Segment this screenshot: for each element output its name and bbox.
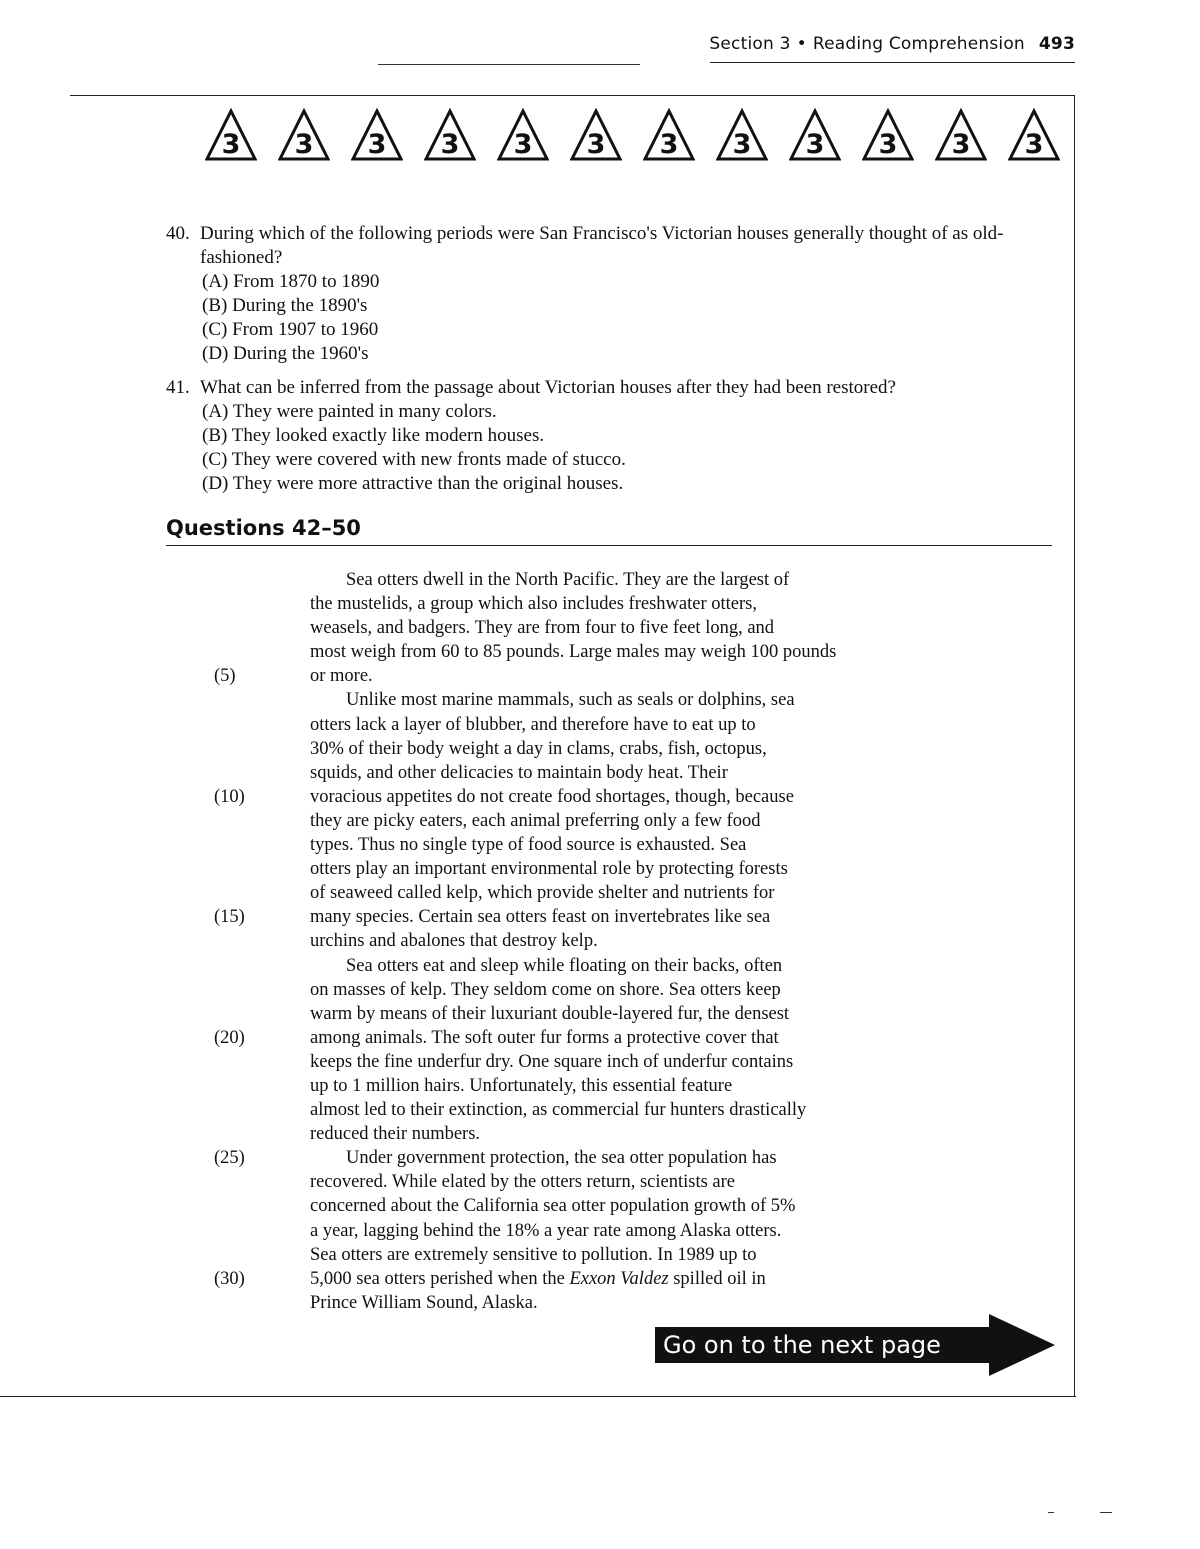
passage-line-text: or more.: [310, 666, 373, 687]
question-number: 40.: [166, 223, 190, 244]
frame-bottom-border: [0, 1396, 1076, 1397]
passage-line: [214, 881, 836, 905]
line-number: [214, 761, 310, 785]
section-3-marker-icon: [351, 108, 403, 162]
passage-line-text: urchins and abalones that destroy kelp.: [310, 931, 598, 952]
passage-line-text: Unlike most marine mammals, such as seals or dolphins, sea: [346, 690, 795, 711]
section-marker-number: 3: [1024, 129, 1044, 160]
section-3-marker-icon: [278, 108, 330, 162]
question-41: [166, 376, 1060, 496]
passage-line-text: types. Thus no single type of food source is exhausted. Sea: [310, 835, 747, 856]
passage-line-text: voracious appetites do not create food shortages, though, because: [310, 786, 794, 807]
section-3-marker-icon: [643, 108, 695, 162]
section-marker-number: 3: [878, 129, 898, 160]
header-separator: •: [796, 34, 807, 54]
passage-line: [214, 1243, 836, 1267]
passage-line-text: Under government protection, the sea otter population has: [346, 1148, 777, 1169]
section-marker-row: [205, 108, 1060, 162]
passage-line-text: squids, and other delicacies to maintain body heat. Their: [310, 762, 728, 783]
next-page-label: Go on to the next page: [655, 1327, 990, 1363]
line-number: [214, 1002, 310, 1026]
line-number: [214, 1291, 310, 1315]
passage-line: [214, 1074, 836, 1098]
line-number: [214, 688, 310, 712]
passage-line-text-end: spilled oil in: [668, 1268, 766, 1289]
passage-line-text: almost led to their extinction, as commercial fur hunters drastically: [310, 1100, 807, 1121]
passage-line: [214, 905, 836, 929]
passage-line-text: Sea otters eat and sleep while floating on their backs, often: [346, 955, 783, 976]
passage-line-text: a year, lagging behind the 18% a year rate among Alaska otters.: [310, 1220, 782, 1241]
line-number: [214, 1074, 310, 1098]
line-number: (20): [214, 1027, 245, 1048]
passage-line-text: Sea otters dwell in the North Pacific. They are the largest of: [346, 570, 790, 590]
answer-option-c[interactable]: (C) They were covered with new fronts made of stucco.: [202, 449, 626, 470]
passage-line: [214, 688, 836, 712]
passage-line-text: they are picky eaters, each animal preferring only a few food: [310, 810, 761, 831]
passage-line: [214, 1122, 836, 1146]
section-3-marker-icon: [789, 108, 841, 162]
line-number: (15): [214, 907, 245, 928]
line-number: [214, 954, 310, 978]
passage-line-text: on masses of kelp. They seldom come on shore. Sea otters keep: [310, 979, 781, 1000]
passage-line: [214, 857, 836, 881]
line-number: [214, 833, 310, 857]
passage-line: [214, 1026, 836, 1050]
line-number: [214, 616, 310, 640]
section-label: Section 3: [709, 34, 791, 54]
passage-line: [214, 1194, 836, 1218]
line-number: [214, 881, 310, 905]
passage-line: [214, 785, 836, 809]
passage-line: [214, 1267, 836, 1291]
passage-line: [214, 592, 836, 616]
line-number: (30): [214, 1268, 245, 1289]
passage-line: [214, 664, 836, 688]
answer-option-b[interactable]: (B) During the 1890's: [202, 295, 368, 316]
passage-line-text: most weigh from 60 to 85 pounds. Large males may weigh 100 pounds: [310, 642, 837, 663]
passage-line: [214, 616, 836, 640]
passage-line: [214, 809, 836, 833]
passage-line: [214, 978, 836, 1002]
reading-passage: [214, 568, 836, 1315]
passage-line-text: warm by means of their luxuriant double-layered fur, the densest: [310, 1003, 790, 1024]
passage-line: [214, 568, 836, 592]
line-number: [214, 809, 310, 833]
passage-line-text: [310, 1267, 766, 1291]
section-marker-number: 3: [586, 129, 606, 160]
section-marker-number: 3: [367, 129, 387, 160]
arrow-right-icon: [975, 1314, 1055, 1376]
passage-line: [214, 1219, 836, 1243]
page-number: 493: [1038, 34, 1075, 54]
passage-line-text: 30% of their body weight a day in clams, crabs, fish, octopus,: [310, 738, 767, 759]
passage-line: [214, 1146, 836, 1170]
answer-option-b[interactable]: (B) They looked exactly like modern houses.: [202, 425, 545, 446]
answer-option-c[interactable]: (C) From 1907 to 1960: [202, 319, 379, 340]
question-40: [166, 222, 1060, 366]
passage-line-text: the mustelids, a group which also includes freshwater otters,: [310, 594, 757, 615]
section-3-marker-icon: [862, 108, 914, 162]
line-number: (10): [214, 786, 245, 807]
section-3-marker-icon: [205, 108, 257, 162]
passage-line: [214, 1098, 836, 1122]
header-rule-left: [378, 64, 640, 65]
section-marker-number: 3: [951, 129, 971, 160]
passage-line-text: of seaweed called kelp, which provide shelter and nutrients for: [310, 883, 775, 904]
next-page-button[interactable]: [655, 1314, 1055, 1376]
section-3-marker-icon: [716, 108, 768, 162]
section-marker-number: 3: [805, 129, 825, 160]
line-number: [214, 857, 310, 881]
footer-mark: [1048, 1512, 1054, 1513]
frame-right-border: [1074, 95, 1075, 1397]
answer-option-a[interactable]: (A) From 1870 to 1890: [202, 271, 380, 292]
line-number: [214, 1098, 310, 1122]
section-marker-number: 3: [294, 129, 314, 160]
ship-name: Exxon Valdez: [569, 1268, 669, 1289]
line-number: [214, 1219, 310, 1243]
answer-option-d[interactable]: (D) During the 1960's: [202, 343, 369, 364]
passage-line: [214, 640, 836, 664]
frame-top-border: [70, 95, 1075, 96]
line-number: (5): [214, 666, 236, 687]
section-marker-number: 3: [732, 129, 752, 160]
line-number: [214, 978, 310, 1002]
passage-line: [214, 761, 836, 785]
passage-line-text: Prince William Sound, Alaska.: [310, 1292, 538, 1313]
passage-line-text-start: 5,000 sea otters perished when the: [310, 1268, 565, 1289]
questions-heading: Questions 42–50: [166, 516, 1052, 546]
passage-line-text: Sea otters are extremely sensitive to pollution. In 1989 up to: [310, 1244, 757, 1265]
section-3-marker-icon: [497, 108, 549, 162]
passage-line-text: concerned about the California sea otter population growth of 5%: [310, 1196, 796, 1217]
passage-line-text: many species. Certain sea otters feast on invertebrates like sea: [310, 907, 771, 928]
passage-line-text: up to 1 million hairs. Unfortunately, this essential feature: [310, 1075, 733, 1096]
passage-line: [214, 737, 836, 761]
passage-line: [214, 713, 836, 737]
answer-option-d[interactable]: (D) They were more attractive than the original houses.: [202, 473, 624, 494]
passage-line-text: keeps the fine underfur dry. One square inch of underfur contains: [310, 1051, 794, 1072]
answer-option-a[interactable]: (A) They were painted in many colors.: [202, 401, 497, 422]
passage-line-text: otters play an important environmental role by protecting forests: [310, 859, 788, 880]
section-3-marker-icon: [424, 108, 476, 162]
section-marker-number: 3: [440, 129, 460, 160]
question-stem: What can be inferred from the passage about Victorian houses after they had been restored?: [200, 377, 896, 398]
passage-line: [214, 954, 836, 978]
passage-line-text: weasels, and badgers. They are from four to five feet long, and: [310, 618, 775, 639]
line-number: [214, 640, 310, 664]
passage-line-text: reduced their numbers.: [310, 1124, 481, 1145]
passage-line: [214, 929, 836, 953]
passage-line: [214, 1170, 836, 1194]
section-title: Reading Comprehension: [812, 34, 1025, 54]
line-number: [214, 1050, 310, 1074]
section-3-marker-icon: [1008, 108, 1060, 162]
line-number: [214, 592, 310, 616]
line-number: [214, 737, 310, 761]
passage-line: [214, 1050, 836, 1074]
passage-line: [214, 1291, 836, 1315]
page-header: [709, 34, 1075, 54]
line-number: [214, 713, 310, 737]
section-marker-number: 3: [221, 129, 241, 160]
line-number: [214, 1243, 310, 1267]
passage-line: [214, 833, 836, 857]
section-3-marker-icon: [570, 108, 622, 162]
passage-line-text: otters lack a layer of blubber, and therefore have to eat up to: [310, 714, 756, 735]
line-number: [214, 929, 310, 953]
line-number: [214, 1170, 310, 1194]
section-marker-number: 3: [659, 129, 679, 160]
question-number: 41.: [166, 377, 190, 398]
passage-line-text: among animals. The soft outer fur forms a protective cover that: [310, 1027, 779, 1048]
passage-line: [214, 1002, 836, 1026]
section-3-marker-icon: [935, 108, 987, 162]
passage-line-text: recovered. While elated by the otters return, scientists are: [310, 1172, 735, 1193]
line-number: (25): [214, 1148, 245, 1169]
question-stem: During which of the following periods were San Francisco's Victorian houses generally thought of as old-fashioned?: [200, 223, 1004, 268]
section-marker-number: 3: [513, 129, 533, 160]
header-rule: [710, 62, 1075, 63]
footer-mark: [1100, 1512, 1112, 1513]
line-number: [214, 568, 310, 592]
line-number: [214, 1122, 310, 1146]
line-number: [214, 1194, 310, 1218]
